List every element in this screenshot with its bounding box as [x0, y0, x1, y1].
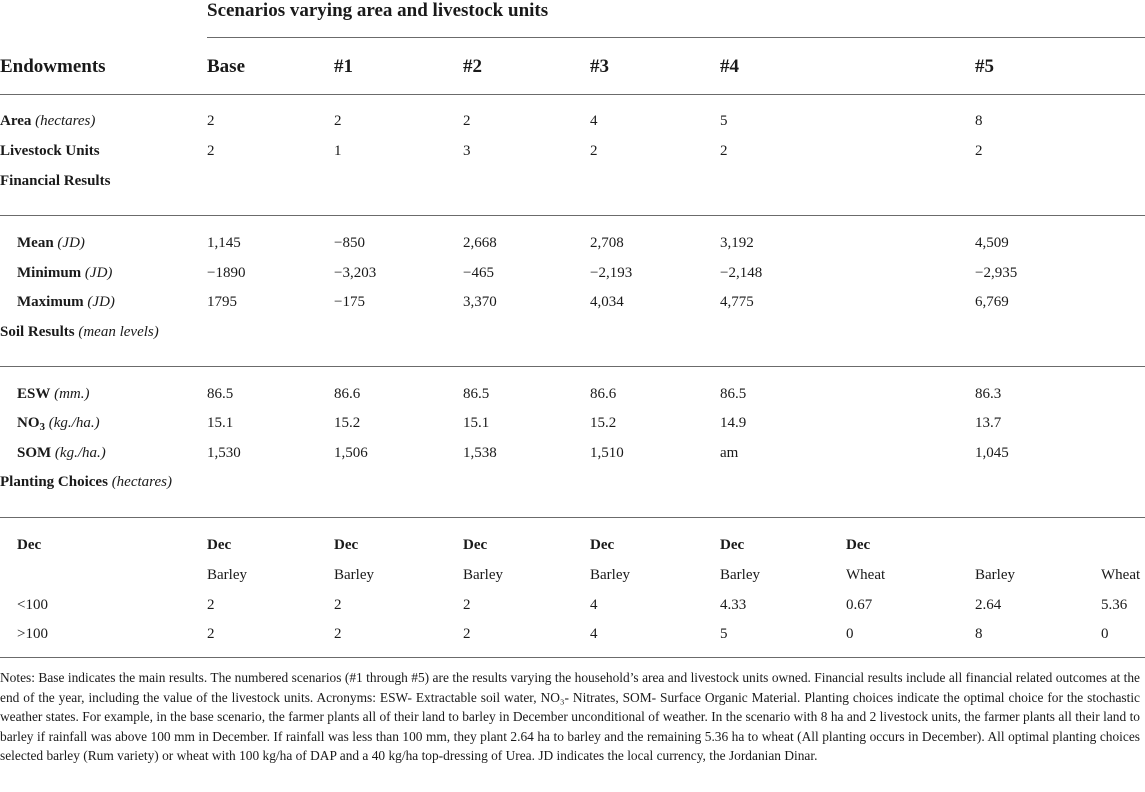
- financial-heading: Financial Results: [0, 173, 111, 189]
- maximum-unit: (JD): [87, 294, 115, 310]
- cell-mean-2: 2,668: [463, 235, 497, 251]
- crop-header-4-barley: Barley: [720, 567, 760, 583]
- col-header-4: #4: [720, 56, 739, 77]
- row-label-no3: [17, 414, 100, 432]
- no3-label-text: NO: [17, 415, 40, 431]
- no3-label: [17, 415, 45, 431]
- cell-esw-1: 86.6: [334, 386, 361, 402]
- cell-livestock-3: 2: [590, 143, 598, 159]
- planting-heading: Planting Choices: [0, 474, 108, 490]
- cell-area-5: 8: [975, 113, 983, 129]
- cell-mean-base: 1,145: [207, 235, 241, 251]
- cell-low-base: 2: [207, 597, 215, 613]
- cell-low-1: 2: [334, 597, 342, 613]
- cell-low-4-wheat: 0.67: [846, 597, 873, 613]
- financial-rule: [0, 215, 1145, 216]
- cell-no3-2: 15.1: [463, 415, 490, 431]
- cell-livestock-4: 2: [720, 143, 728, 159]
- col-header-3: #3: [590, 56, 609, 77]
- cell-no3-1: 15.2: [334, 415, 361, 431]
- month-header-2: Dec: [463, 537, 488, 553]
- cell-mean-3: 2,708: [590, 235, 624, 251]
- esw-label: ESW: [17, 386, 51, 402]
- cell-esw-3: 86.6: [590, 386, 617, 402]
- cell-high-5-barley: 8: [975, 626, 983, 642]
- cell-som-base: 1,530: [207, 445, 241, 461]
- cell-high-5-wheat: 0: [1101, 626, 1109, 642]
- area-label: Area: [0, 113, 32, 129]
- esw-unit: (mm.): [54, 386, 90, 402]
- cell-minimum-1: −3,203: [334, 265, 377, 281]
- crop-header-5-barley: Barley: [975, 567, 1015, 583]
- cell-high-2: 2: [463, 626, 471, 642]
- no3-unit: (kg./ha.): [48, 415, 100, 431]
- cell-esw-2: 86.5: [463, 386, 490, 402]
- cell-minimum-5: −2,935: [975, 265, 1018, 281]
- cell-maximum-1: −175: [334, 294, 365, 310]
- cell-no3-base: 15.1: [207, 415, 234, 431]
- cell-som-5: 1,045: [975, 445, 1009, 461]
- cell-low-4-barley: 4.33: [720, 597, 747, 613]
- cell-low-3: 4: [590, 597, 598, 613]
- cell-high-4-barley: 5: [720, 626, 728, 642]
- header-group-rule: [207, 37, 1145, 38]
- planting-row-label-high: >100: [17, 626, 48, 642]
- no3-subscript: 3: [39, 421, 45, 433]
- scenario-group-title: Scenarios varying area and livestock units: [207, 0, 549, 21]
- cell-esw-base: 86.5: [207, 386, 234, 402]
- crop-header-1: Barley: [334, 567, 374, 583]
- cell-minimum-2: −465: [463, 265, 494, 281]
- cell-minimum-4: −2,148: [720, 265, 763, 281]
- crop-header-base: Barley: [207, 567, 247, 583]
- cell-maximum-4: 4,775: [720, 294, 754, 310]
- cell-maximum-base: 1795: [207, 294, 237, 310]
- minimum-label: Minimum: [17, 265, 82, 281]
- cell-low-5-barley: 2.64: [975, 597, 1002, 613]
- cell-high-base: 2: [207, 626, 215, 642]
- month-header-5: Dec: [846, 537, 871, 553]
- endowments-header: Endowments: [0, 56, 106, 77]
- cell-no3-5: 13.7: [975, 415, 1002, 431]
- cell-livestock-2: 3: [463, 143, 471, 159]
- cell-esw-5: 86.3: [975, 386, 1002, 402]
- cell-area-2: 2: [463, 113, 471, 129]
- cell-mean-4: 3,192: [720, 235, 754, 251]
- planting-row-label-low: <100: [17, 597, 48, 613]
- row-label-esw: [17, 385, 90, 403]
- cell-maximum-3: 4,034: [590, 294, 624, 310]
- month-header-base: Dec: [207, 537, 232, 553]
- cell-esw-4: 86.5: [720, 386, 747, 402]
- cell-mean-1: −850: [334, 235, 365, 251]
- soil-heading-row: [0, 323, 159, 341]
- month-header-3: Dec: [590, 537, 615, 553]
- som-unit: (kg./ha.): [54, 445, 106, 461]
- row-label-area: [0, 112, 95, 130]
- cell-area-1: 2: [334, 113, 342, 129]
- soil-heading: Soil Results: [0, 324, 75, 340]
- som-label: SOM: [17, 445, 52, 461]
- cell-livestock-base: 2: [207, 143, 215, 159]
- mean-label: Mean: [17, 235, 54, 251]
- header-rule: [0, 94, 1145, 95]
- cell-low-2: 2: [463, 597, 471, 613]
- soil-rule: [0, 366, 1145, 367]
- row-label-maximum: [17, 293, 115, 311]
- cell-no3-3: 15.2: [590, 415, 617, 431]
- month-header-1: Dec: [334, 537, 359, 553]
- cell-low-5-wheat: 5.36: [1101, 597, 1128, 613]
- soil-heading-unit: (mean levels): [78, 324, 159, 340]
- minimum-unit: (JD): [84, 265, 113, 281]
- cell-no3-4: 14.9: [720, 415, 747, 431]
- crop-header-5-wheat: Wheat: [1101, 567, 1141, 583]
- planting-heading-unit: (hectares): [111, 474, 172, 490]
- cell-livestock-5: 2: [975, 143, 983, 159]
- planting-heading-row: [0, 473, 172, 491]
- table-notes: Notes: Base indicates the main results. The numbered scenarios (#1 through #5) are the results varying the household’s area and livestock units owned. Financial results include all financial related outcomes at the end of the year, including the value of the livestock units. Acronyms: ESW- Extractable soil water, NO₃- Nitrates, SOM- Surface Organic Material. Planting choices indicate the optimal choice for the stochastic weather states. For example, in the base scenario, the farmer plants all of their land to barley in December unconditional of weather. In the scenario with 8 ha and 2 livestock units, the farmer plants all their land to barley if rainfall was above 100 mm in December. If rainfall was less than 100 mm, they plant 2.64 ha to barley and the remaining 5.36 ha to wheat (All planting occurs in December). All optimal planting choices selected barley (Rum variety) or wheat with 100 kg/ha of DAP and a 40 kg/ha top-dressing of Urea. JD indicates the local currency, the Jordanian Dinar.: [0, 670, 1140, 763]
- cell-high-3: 4: [590, 626, 598, 642]
- cell-high-1: 2: [334, 626, 342, 642]
- cell-livestock-1: 1: [334, 143, 342, 159]
- crop-header-3: Barley: [590, 567, 630, 583]
- planting-rule: [0, 517, 1145, 518]
- col-header-2: #2: [463, 56, 482, 77]
- crop-header-2: Barley: [463, 567, 503, 583]
- cell-high-4-wheat: 0: [846, 626, 854, 642]
- cell-mean-5: 4,509: [975, 235, 1009, 251]
- col-header-1: #1: [334, 56, 353, 77]
- crop-header-4-wheat: Wheat: [846, 567, 886, 583]
- mean-unit: (JD): [57, 235, 85, 251]
- cell-area-base: 2: [207, 113, 215, 129]
- cell-som-1: 1,506: [334, 445, 368, 461]
- row-label-minimum: [17, 264, 112, 282]
- cell-som-2: 1,538: [463, 445, 497, 461]
- cell-minimum-base: −1890: [207, 265, 246, 281]
- table-bottom-rule: [0, 657, 1145, 658]
- livestock-label: Livestock Units: [0, 143, 100, 159]
- maximum-label: Maximum: [17, 294, 84, 310]
- cell-maximum-5: 6,769: [975, 294, 1009, 310]
- cell-som-4: am: [720, 445, 739, 461]
- month-header-4: Dec: [720, 537, 745, 553]
- col-header-base: Base: [207, 56, 245, 77]
- row-label-som: [17, 444, 106, 462]
- planting-row-header: Dec: [17, 537, 42, 553]
- row-label-mean: [17, 234, 85, 252]
- cell-maximum-2: 3,370: [463, 294, 497, 310]
- cell-minimum-3: −2,193: [590, 265, 633, 281]
- cell-som-3: 1,510: [590, 445, 624, 461]
- cell-area-4: 5: [720, 113, 728, 129]
- cell-area-3: 4: [590, 113, 598, 129]
- col-header-5: #5: [975, 56, 994, 77]
- area-unit: (hectares): [35, 113, 96, 129]
